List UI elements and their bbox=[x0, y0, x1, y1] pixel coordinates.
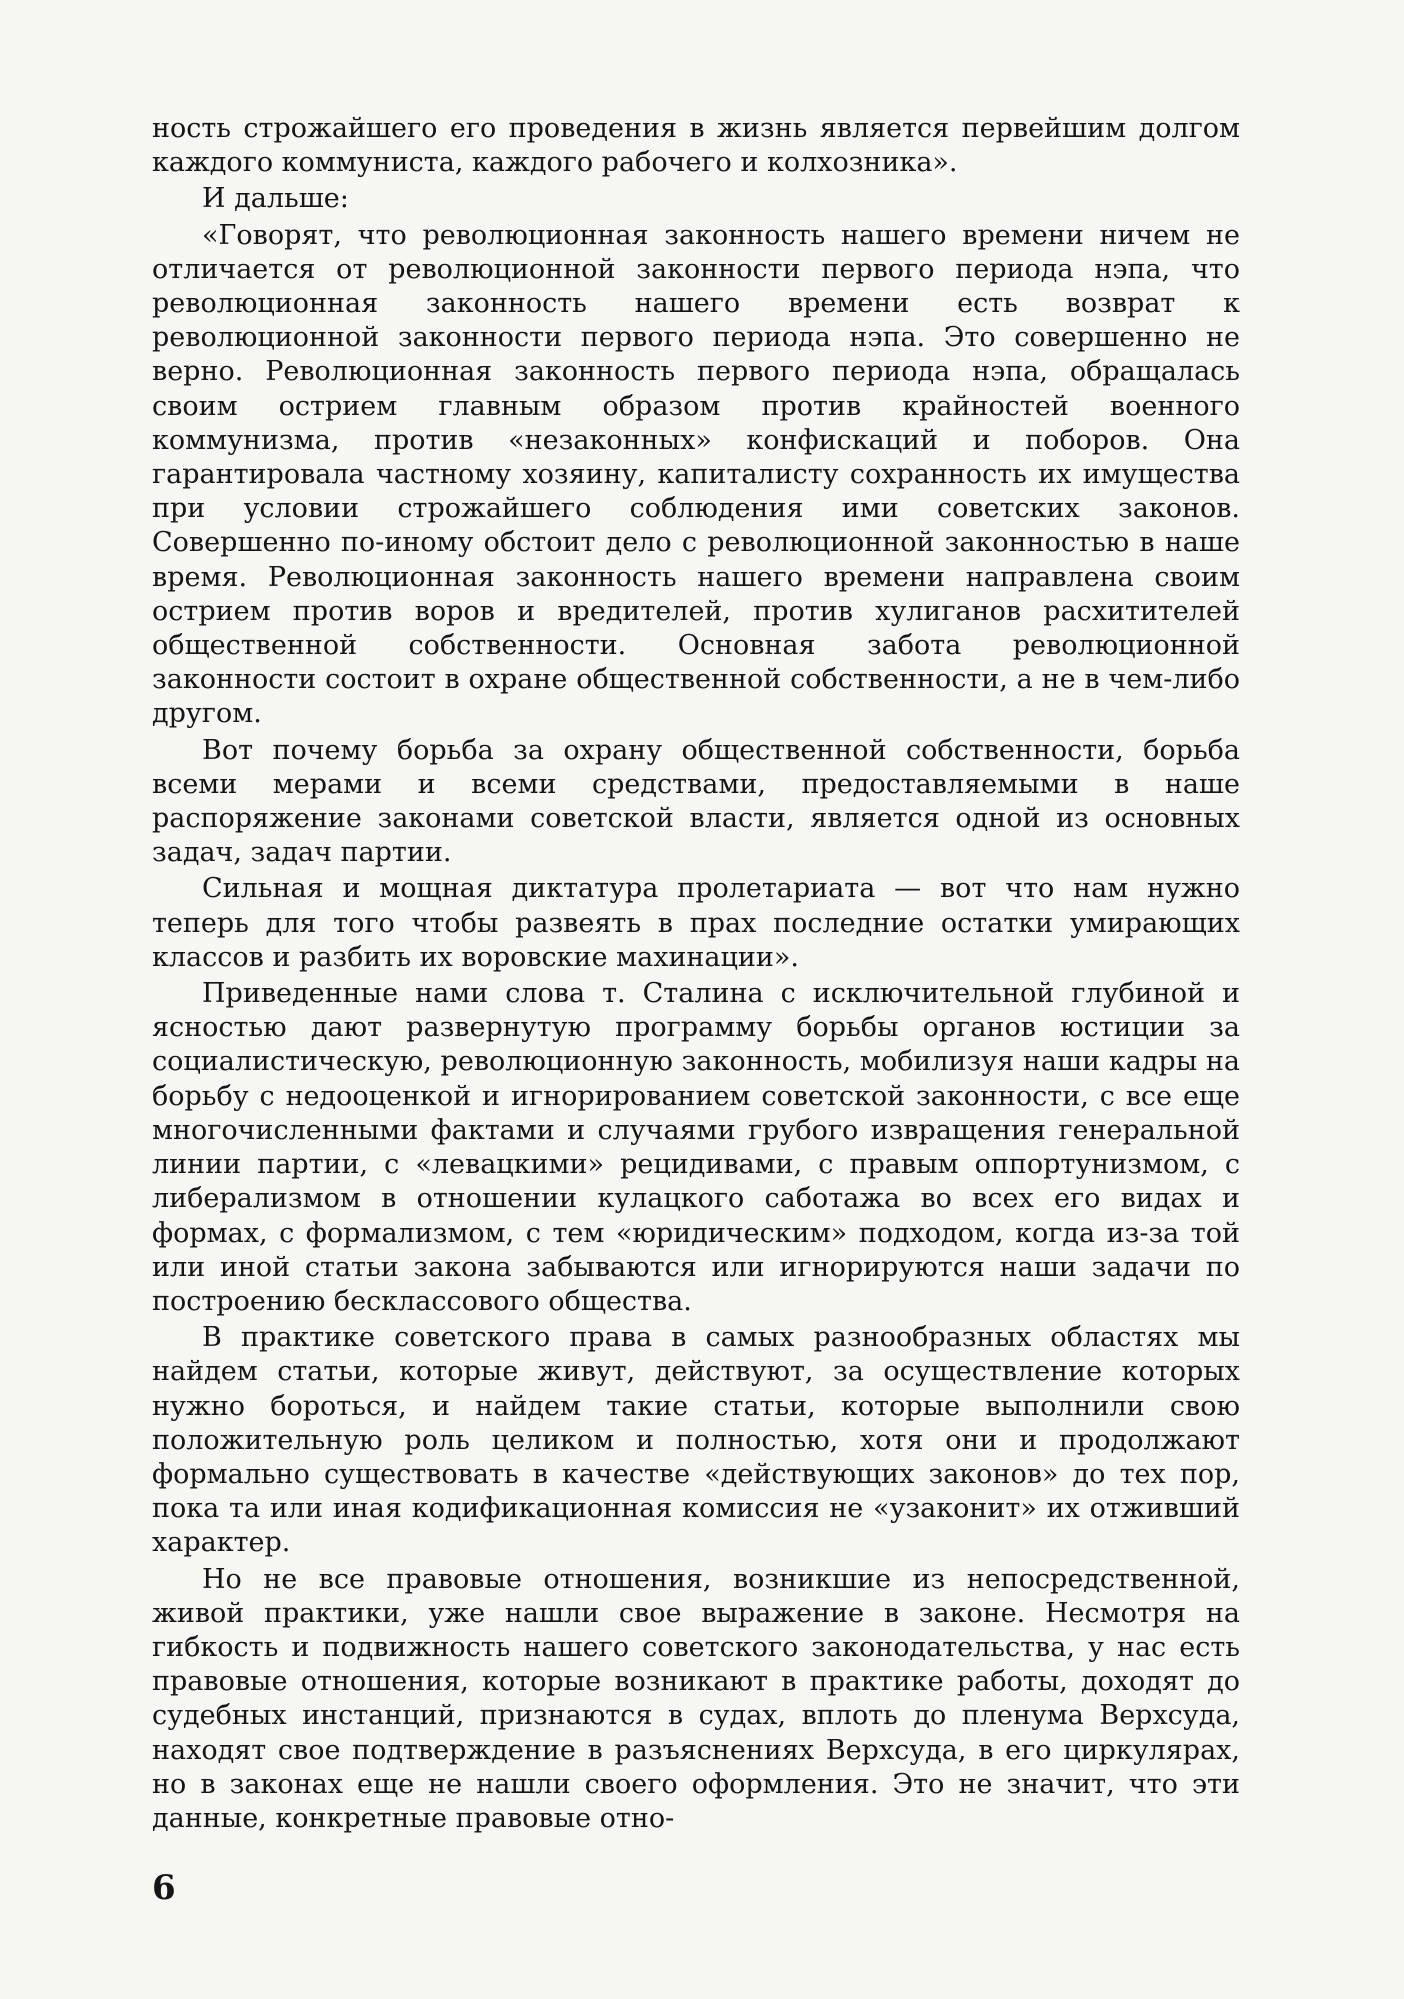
paragraph-continuation: ность строжайшего его проведения в жизнь является первейшим долгом каждого коммуниста, каждого рабочего и колхозника». bbox=[152, 113, 1240, 179]
paragraph-commentary: Приведенные нами слова т. Сталина с исключительной глубиной и ясностью дают развернутую программу борьбы органов юстиции за социалистическую, революционную законность, мобилизуя наши кадры на борьбу с недооценкой и игнорированием советской законности, с все еще многочисленными фактами и случаями грубого извращения генеральной линии партии, с «левацкими» рецидивами, с правым оппортунизмом, с либерализмом в отношении кулацкого саботажа во всех его видах и формах, с формализмом, с тем «юридическим» подходом, когда из-за той или иной статьи закона забываются или игнорируются наши задачи по построению бесклассового общества. bbox=[152, 978, 1240, 1317]
body-text bbox=[152, 112, 1240, 1838]
paragraph-quote-2: Вот почему борьба за охрану общественной собственности, борьба всеми мерами и всеми средствами, предоставляемыми в наше распоряжение законами советской власти, является одной из основных задач, задач партии. bbox=[152, 734, 1240, 869]
page-number: 6 bbox=[152, 1868, 176, 1908]
paragraph-quote-1: «Говорят, что революционная законность нашего времени ничем не отличается от революционной законности первого периода нэпа, что революционная законность нашего времени есть возврат к революционной законности первого периода нэпа. Это совершенно не верно. Революционная законность первого периода нэпа, обращалась своим острием главным образом против крайностей военного коммунизма, против «незаконных» конфискаций и поборов. Она гарантировала частному хозяину, капиталисту сохранность их имущества при условии строжайшего соблюдения ими советских законов. Совершенно по-иному обстоит дело с революционной законностью в наше время. Революционная законность нашего времени направлена своим острием против воров и вредителей, против хулиганов расхитителей общественной собственности. Основная забота революционной законности состоит в охране общественной собственности, а не в чем-либо другом. bbox=[152, 219, 1240, 730]
paragraph-transition: И дальше: bbox=[202, 183, 349, 215]
paragraph-practice: В практике советского права в самых разнообразных областях мы найдем статьи, которые живут, действуют, за осуществление которых нужно бороться, и найдем такие статьи, которые выполнили свою положительную роль целиком и полностью, хотя они и продолжают формально существовать в качестве «действующих законов» до тех пор, пока та или иная кодификационная комиссия не «узаконит» их отживший характер. bbox=[152, 1322, 1240, 1559]
paragraph-relations: Но не все правовые отношения, возникшие из непосредственной, живой практики, уже нашли свое выражение в законе. Несмотря на гибкость и подвижность нашего советского законодательства, у нас есть правовые отношения, которые возникают в практике работы, доходят до судебных инстанций, признаются в судах, вплоть до пленума Верхсуда, находят свое подтверждение в разъяснениях Верхсуда, в его циркулярах, но в законах еще не нашли своего оформления. Это не значит, что эти данные, конкретные правовые отно- bbox=[152, 1563, 1240, 1834]
paragraph-quote-3: Сильная и мощная диктатура пролетариата — вот что нам нужно теперь для того чтобы развеять в прах последние остатки умирающих классов и разбить их воровские махинации». bbox=[152, 873, 1240, 973]
